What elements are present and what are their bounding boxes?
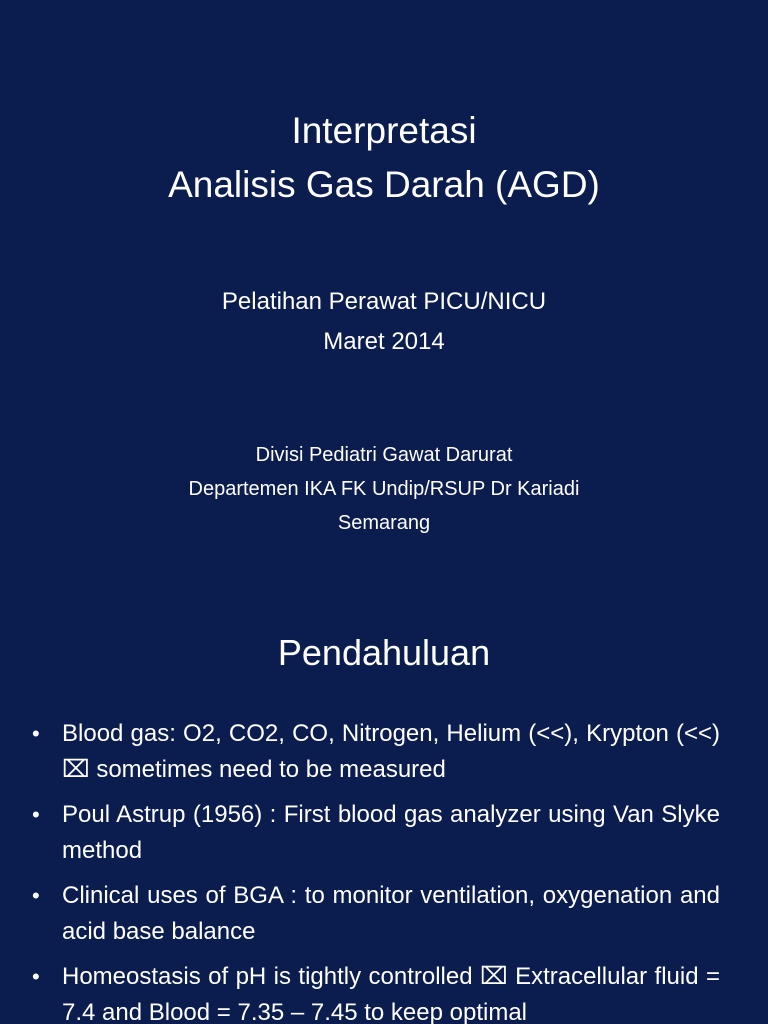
affiliation-line-3: Semarang [337,512,431,534]
bullet-marker: • [32,964,40,989]
title-line-2: Analisis Gas Darah (AGD) [168,164,600,205]
bullet-text: Homeostasis of pH is tightly controlled ⌧ Extracellular fluid = 7.4 and Blood = 7.35 – 7.45 to keep optimal [62,963,720,1024]
slide-pendahuluan [0,592,768,1024]
bullet-item [28,797,720,869]
bullet-marker: • [32,883,40,908]
bullet-item [28,878,720,950]
subtitle-line-1: Pelatihan Perawat PICU/NICU [221,288,547,315]
bullet-text: Poul Astrup (1956) : First blood gas analyzer using Van Slyke method [62,801,720,864]
bullet-item [28,959,720,1024]
bullet-list [28,716,720,1024]
affiliation-line-2: Departemen IKA FK Undip/RSUP Dr Kariadi [188,478,580,500]
section-title: Pendahuluan [277,632,491,673]
bullet-marker: • [32,721,40,746]
title-line-1: Interpretasi [291,110,477,151]
slide-subtitle [0,282,768,362]
bullet-text: Clinical uses of BGA : to monitor ventilation, oxygenation and acid base balance [62,882,720,945]
affiliation [0,438,768,540]
bullet-text: Blood gas: O2, CO2, CO, Nitrogen, Helium (<<), Krypton (<<) ⌧ sometimes need to be measured [62,720,720,783]
bullet-item [28,716,720,788]
slide-title-heading [0,104,768,212]
bullet-marker: • [32,802,40,827]
subtitle-line-2: Maret 2014 [323,328,445,355]
affiliation-line-1: Divisi Pediatri Gawat Darurat [255,444,513,466]
